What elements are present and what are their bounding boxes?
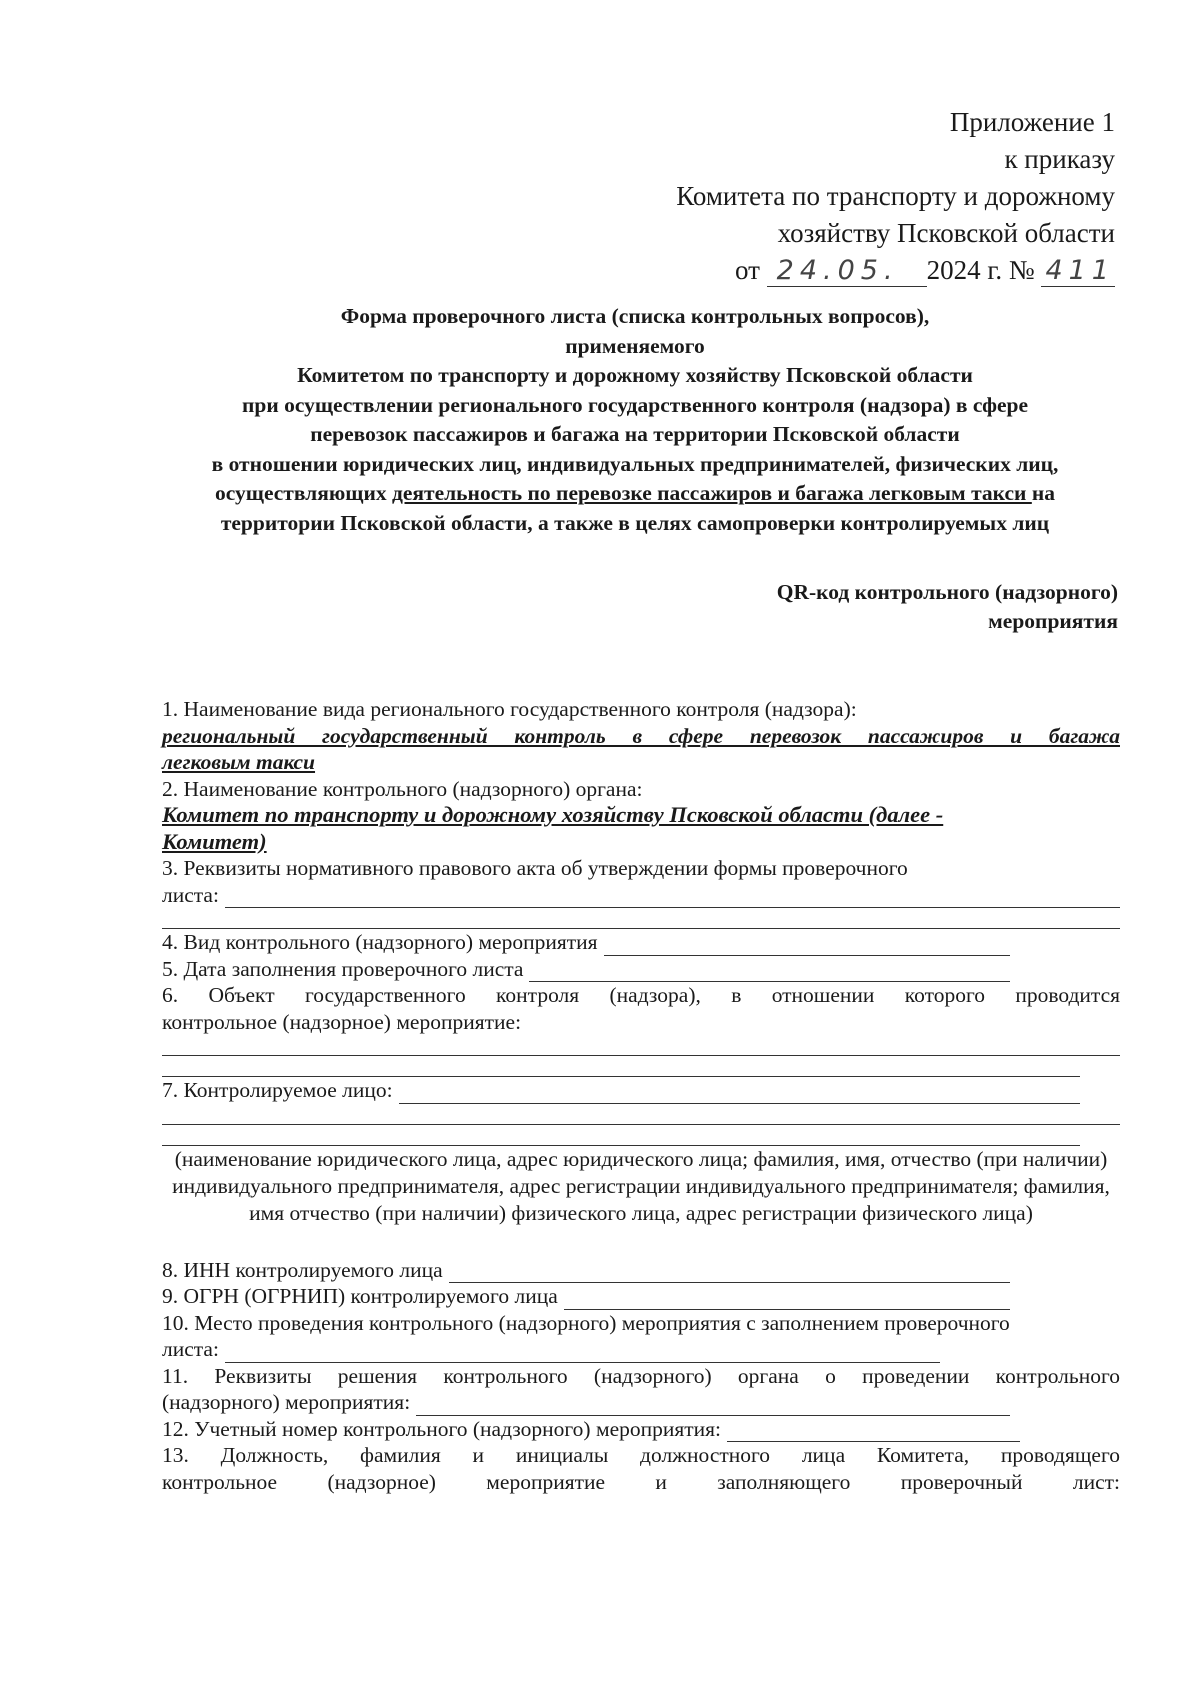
handwritten-date: 24.05. [776,255,899,286]
authority-answer-cont: Комитет) [162,828,267,854]
item-2-answer-line-2 [162,829,1120,856]
item-9-label: 9. ОГРН (ОГРНИП) контролируемого лица [162,1284,558,1308]
item-3-label: листа: [162,882,219,907]
item-4-blank[interactable] [604,935,1010,956]
item-7 [162,1077,1120,1104]
item-10-label: листа: [162,1337,219,1361]
item-3-blank[interactable] [225,887,1120,908]
item-6-line-2: контрольное (надзорное) мероприятие: [162,1009,522,1034]
item-3-blank-line-2[interactable] [162,908,1120,929]
item-6-line-1: 6. Объект государственного контроля (надзора), в отношении которого проводится [162,983,1120,1007]
title-line-2: применяемого [565,333,705,358]
title-line-3: Комитетом по транспорту и дорожному хозяйству Псковской области [297,363,973,387]
title-line-1: Форма проверочного листа (списка контрольных вопросов), [340,304,930,328]
appendix-committee-line1: Комитета по транспорту и дорожному [676,181,1115,211]
item-7-blank-line-2[interactable] [162,1104,1120,1125]
item-12-blank[interactable] [727,1421,1020,1442]
handwritten-number: 411 [1045,255,1115,286]
appendix-date-line [676,252,1115,289]
authority-answer: Комитет по транспорту и дорожному хозяйству Псковской области (далее - [162,802,944,827]
item-7-note: (наименование юридического лица, адрес юридического лица; фамилия, имя, отчество (при наличии) индивидуального предпринимателя, адрес регистрации индивидуального предпринимателя; фамилия, имя отчество (при наличии) физического лица, адрес регистрации физического лица) [172,1146,1110,1225]
item-5 [162,956,1120,983]
item-12 [162,1416,1120,1443]
qr-label-line-2: мероприятия [988,609,1118,633]
item-11-line-2 [162,1389,1120,1416]
title-line-8: территории Псковской области, а также в целях самопроверки контролируемых лиц [220,510,1050,535]
item-10-line-1: 10. Место проведения контрольного (надзорного) мероприятия с заполнением проверочного [162,1310,1010,1335]
item-4 [162,929,1120,956]
item-9-blank[interactable] [564,1289,1010,1310]
item-11-blank[interactable] [416,1395,1010,1416]
item-8 [162,1257,1120,1284]
item-11-label: (надзорного) мероприятия: [162,1390,411,1414]
title-line-5: перевозок пассажиров и багажа на территории Псковской области [310,422,960,446]
item-1-answer-line-2 [162,749,1120,776]
item-10-line-2 [162,1336,1120,1363]
item-7-blank-line-3[interactable] [162,1125,1080,1146]
item-5-label: 5. Дата заполнения проверочного листа [162,956,524,981]
item-8-label: 8. ИНН контролируемого лица [162,1257,443,1282]
control-type-answer-cont: легковым такси [162,750,316,774]
order-number-field [1041,255,1115,287]
title-line-7 [140,479,1130,509]
appendix-order-ref: к приказу [1004,144,1115,174]
qr-code-label [777,578,1118,636]
appendix-title: Приложение 1 [949,107,1115,137]
item-3-line-2 [162,882,1120,909]
item-1-answer-line-1 [162,723,1120,750]
item-2-answer-line-1 [162,802,1120,829]
item-5-blank[interactable] [529,961,1010,982]
item-12-label: 12. Учетный номер контрольного (надзорного) мероприятия: [162,1416,722,1441]
form-body [162,696,1120,1495]
item-13-line-2: контрольное (надзорное) мероприятие и заполняющего проверочный лист: [162,1469,1120,1494]
appendix-committee-line2: хозяйству Псковской области [777,218,1115,248]
item-3-line-1: 3. Реквизиты нормативного правового акта об утверждении формы проверочного [162,856,908,880]
form-title [140,302,1130,538]
appendix-header [676,104,1115,289]
item-4-label: 4. Вид контрольного (надзорного) мероприятия [162,930,598,954]
order-year: 2024 г. № [926,255,1035,285]
item-1-label: 1. Наименование вида регионального государственного контроля (надзора): [162,697,857,721]
item-2-label: 2. Наименование контрольного (надзорного) органа: [162,776,643,801]
item-9 [162,1283,1120,1310]
item-13-line-1: 13. Должность, фамилия и инициалы должностного лица Комитета, проводящего [162,1443,1120,1467]
item-7-label: 7. Контролируемое лицо: [162,1078,393,1102]
qr-label-line-1: QR-код контрольного (надзорного) [776,580,1118,604]
date-prefix: от [734,255,760,285]
title-line-4: при осуществлении регионального государственного контроля (надзора) в сфере [241,392,1029,417]
item-8-blank[interactable] [449,1262,1010,1283]
item-10-blank[interactable] [225,1342,940,1363]
title-line-6: в отношении юридических лиц, индивидуальных предпринимателей, физических лиц, [211,451,1059,476]
title-line-7-start: осуществляющих [215,481,392,505]
title-line-7-end: на [1031,481,1055,505]
item-6-blank-line-1[interactable] [162,1035,1120,1056]
order-date-field [767,255,927,287]
control-type-answer: региональный государственный контроль в сфере перевозок пассажиров и багажа [162,723,1120,748]
item-6-blank-line-2[interactable] [162,1056,1080,1077]
item-7-blank[interactable] [399,1083,1080,1104]
title-line-7-underlined: деятельность по перевозке пассажиров и багажа легковым такси [391,481,1032,505]
item-11-line-1: 11. Реквизиты решения контрольного (надзорного) органа о проведении контрольного [162,1363,1120,1388]
